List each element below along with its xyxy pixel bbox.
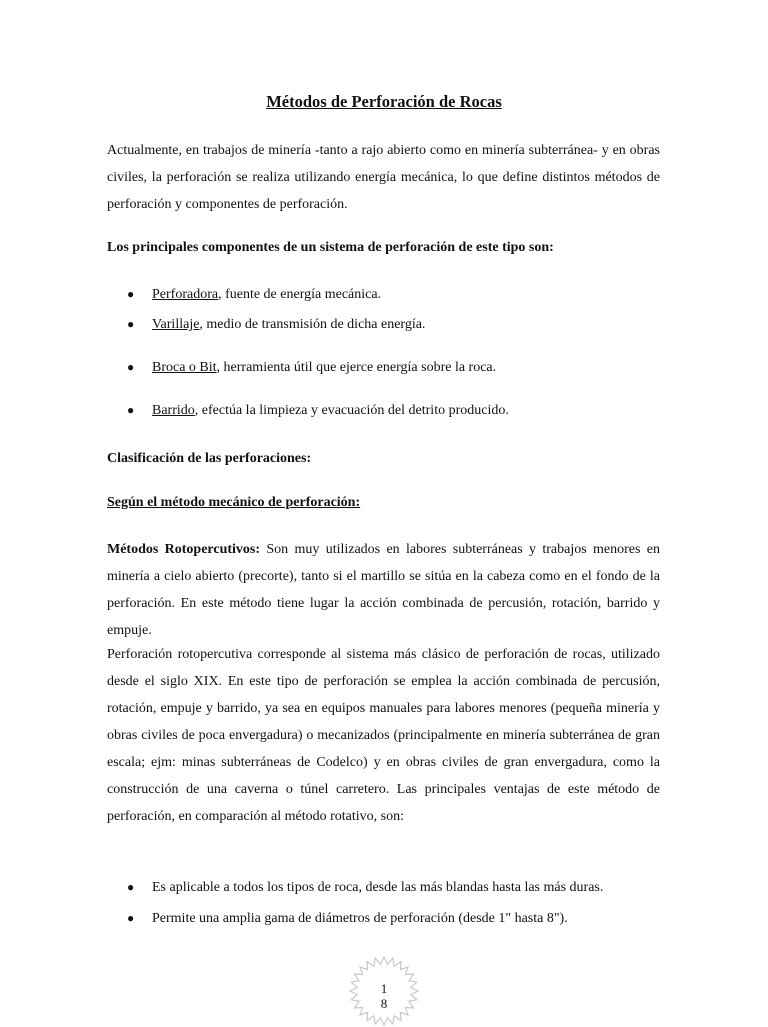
- bullet-icon: ●: [127, 317, 135, 331]
- component-term: Perforadora: [152, 287, 219, 302]
- document-title: Métodos de Perforación de Rocas: [266, 92, 502, 111]
- rotopercutivos-label: Métodos Rotopercutivos:: [107, 542, 261, 557]
- component-term: Broca o Bit: [152, 360, 217, 375]
- component-term: Varillaje: [152, 317, 200, 332]
- page-number-badge: [348, 955, 420, 1027]
- component-desc: , efectúa la limpieza y evacuación del detrito producido.: [194, 403, 509, 418]
- intro-paragraph: Actualmente, en trabajos de minería -tanto a rajo abierto como en minería subterránea- y en obras civiles, la perforación se realiza utilizando energía mecánica, lo que define distintos métodos de perforación y componentes de perforación.: [107, 143, 660, 212]
- advantage-text: Permite una amplia gama de diámetros de perforación (desde 1" hasta 8").: [152, 911, 568, 926]
- component-term: Barrido: [152, 403, 195, 418]
- bullet-icon: ●: [127, 911, 135, 925]
- method-heading: Según el método mecánico de perforación:: [107, 495, 361, 510]
- components-heading: Los principales componentes de un sistema de perforación de este tipo son:: [107, 240, 554, 255]
- bullet-icon: ●: [127, 880, 135, 894]
- component-desc: , fuente de energía mecánica.: [218, 287, 382, 302]
- classification-heading: Clasificación de las perforaciones:: [107, 451, 312, 466]
- component-desc: , herramienta útil que ejerce energía sobre la roca.: [216, 360, 497, 375]
- bullet-icon: ●: [127, 360, 135, 374]
- bullet-icon: ●: [127, 287, 135, 301]
- rotopercutiva-paragraph: Perforación rotopercutiva corresponde al sistema más clásico de perforación de rocas, utilizado desde el siglo XIX. En este tipo de perforación se emplea la acción combinada de percusión, rotación, empuje y barrido, ya sea en equipos manuales para labores menores (pequeña minería y obras civiles de poca envergadura) o mecanizados (principalmente en minería subterránea de gran escala; ejm: minas subterráneas de Codelco) y en obras civiles de gran envergadura, como la construcción de una caverna o túnel carretero. Las principales ventajas de este método de perforación, en comparación al método rotativo, son:: [107, 647, 660, 824]
- bullet-icon: ●: [127, 403, 135, 417]
- page-number-line2: 8: [380, 996, 388, 1011]
- rotopercutivos-paragraph: [107, 536, 660, 644]
- rotopercutivos-text: Son muy utilizados en labores subterráneas y trabajos menores en minería a cielo abierto (precorte), tanto si el martillo se sitúa en la cabeza como en el fondo de la perforación. En este método tiene lugar la acción combinada de percusión, rotación, barrido y empuje.: [107, 542, 660, 638]
- page-number-line1: 1: [380, 981, 388, 996]
- component-desc: , medio de transmisión de dicha energía.: [199, 317, 426, 332]
- advantage-text: Es aplicable a todos los tipos de roca, desde las más blandas hasta las más duras.: [152, 880, 604, 895]
